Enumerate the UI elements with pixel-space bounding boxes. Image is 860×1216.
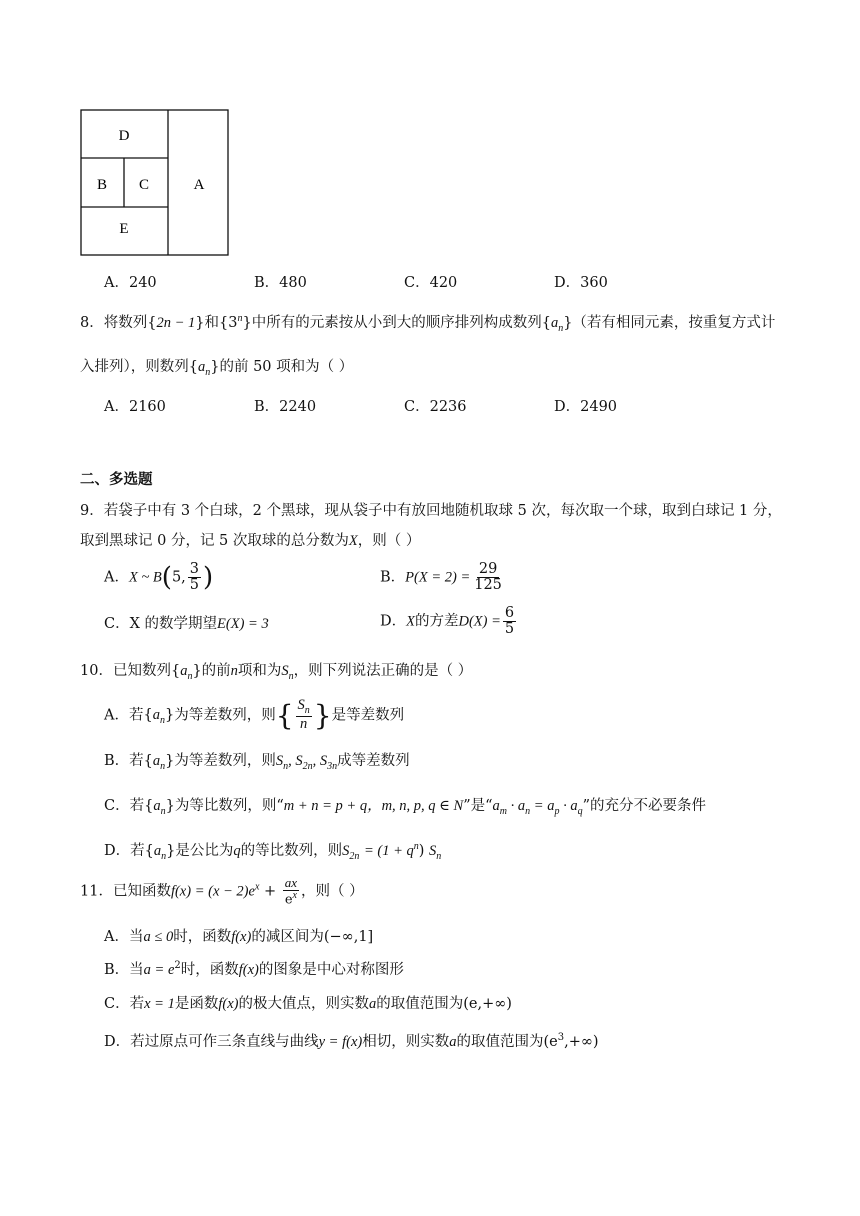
q9-option-c[interactable]: C．X 的数学期望E(X) = 3 [104, 616, 269, 632]
q11-option-c[interactable]: C．若x = 1是函数f(x)的极大值点，则实数a的取值范围为(e,+∞) [104, 996, 512, 1012]
q8-stem-line2 [80, 355, 353, 378]
q10-option-a[interactable]: A．若$\{a_n\}$为等差数列，则{ $\frac{S_n}{n}$ }是等差数列 [104, 697, 405, 733]
q8-text: 中所有的元素按从小到大的顺序排列构成数列 [251, 315, 542, 331]
q9-option-a[interactable]: A．X ~ B(5, $\frac{3}{5}$ ) [104, 561, 214, 594]
q7-option-b[interactable]: B．480 [254, 275, 307, 291]
q10-option-d[interactable]: D．若$\{a_n\}$是公比为q的等比数列，则$S_{2n} = (1 + q^n)$ $S_n$ [104, 841, 442, 862]
q7-option-c[interactable]: C．420 [404, 275, 458, 291]
q10-option-c[interactable]: C．若$\{a_n\}$为等比数列，则“m + n = p + q，m, n, p, q ∈ N”是“$a_m \cdot a_n = a_p \cdot a_q$”的充分不必要条件 [104, 798, 706, 817]
q7-option-d[interactable]: D．360 [554, 275, 608, 291]
section-title-multi-choice: 二、多选题 [80, 472, 153, 488]
region-b-label: B [96, 177, 108, 193]
q8-seq-an: $\{a_n\}$ [188, 359, 220, 378]
q8-option-a[interactable]: A．2160 [104, 399, 166, 415]
q10-option-b[interactable]: B．若$\{a_n\}$为等差数列，则$S_n$, $S_{2n}$, $S_{3n}$成等差数列 [104, 753, 410, 772]
q8-seq-an: $\{a_n\}$ [541, 315, 573, 334]
q8-text: （若有相同元素，按重复方式计 [572, 315, 776, 331]
q7-options [104, 271, 704, 292]
q9-stem-line2: 取到黑球记 0 分，记 5 次取球的总分数为X，则（ ） [80, 533, 421, 549]
region-e-label: E [119, 221, 129, 237]
q8-options [104, 395, 704, 416]
q11-option-a[interactable]: A．当a ≤ 0时，函数f(x)的减区间为(−∞,1] [104, 929, 374, 945]
q8-text: 入排列），则数列 [80, 359, 189, 375]
q8-option-d[interactable]: D．2490 [554, 399, 618, 415]
region-a-label: A [193, 177, 205, 193]
q9-option-b[interactable]: B．P(X = 2) = $\frac{29}{125}$ [380, 561, 502, 594]
q9-option-d[interactable]: D．X的方差D(X) = $\frac{6}{5}$ [380, 605, 515, 638]
q8-option-b[interactable]: B．2240 [254, 399, 317, 415]
q11-option-b[interactable]: B．当$a = e^2$时，函数f(x)的图象是中心对称图形 [104, 960, 404, 978]
region-diagram [80, 109, 230, 257]
q8-stem-line1 [80, 311, 775, 334]
q11-stem: 11．已知函数$f(x) = (x - 2)e^x$ + $\frac{ax}{e^x}$ ，则（ ） [80, 875, 364, 907]
q10-stem: 10．已知数列$\{a_n\}$的前n项和为$S_n$，则下列说法正确的是（ ） [80, 663, 473, 682]
q8-text: 8．将数列 [80, 315, 148, 331]
q11-option-d[interactable]: D．若过原点可作三条直线与曲线y = f(x)相切，则实数a的取值范围为$(e^3,+\infty)$ [104, 1032, 599, 1050]
q8-seq2: {3$^n$} [219, 313, 252, 331]
region-c-label: C [138, 177, 150, 193]
q8-seq1: {2n − 1} [147, 315, 205, 331]
q9-stem-line1: 9．若袋子中有 3 个白球，2 个黑球，现从袋子中有放回地随机取球 5 次，每次取一个球，取到白球记 1 分， [80, 503, 782, 519]
q7-option-a[interactable]: A．240 [104, 275, 157, 291]
q8-option-c[interactable]: C．2236 [404, 399, 467, 415]
q8-text: 的前 50 项和为（ ） [219, 359, 354, 375]
region-d-label: D [118, 128, 130, 144]
q8-text: 和 [204, 315, 219, 331]
